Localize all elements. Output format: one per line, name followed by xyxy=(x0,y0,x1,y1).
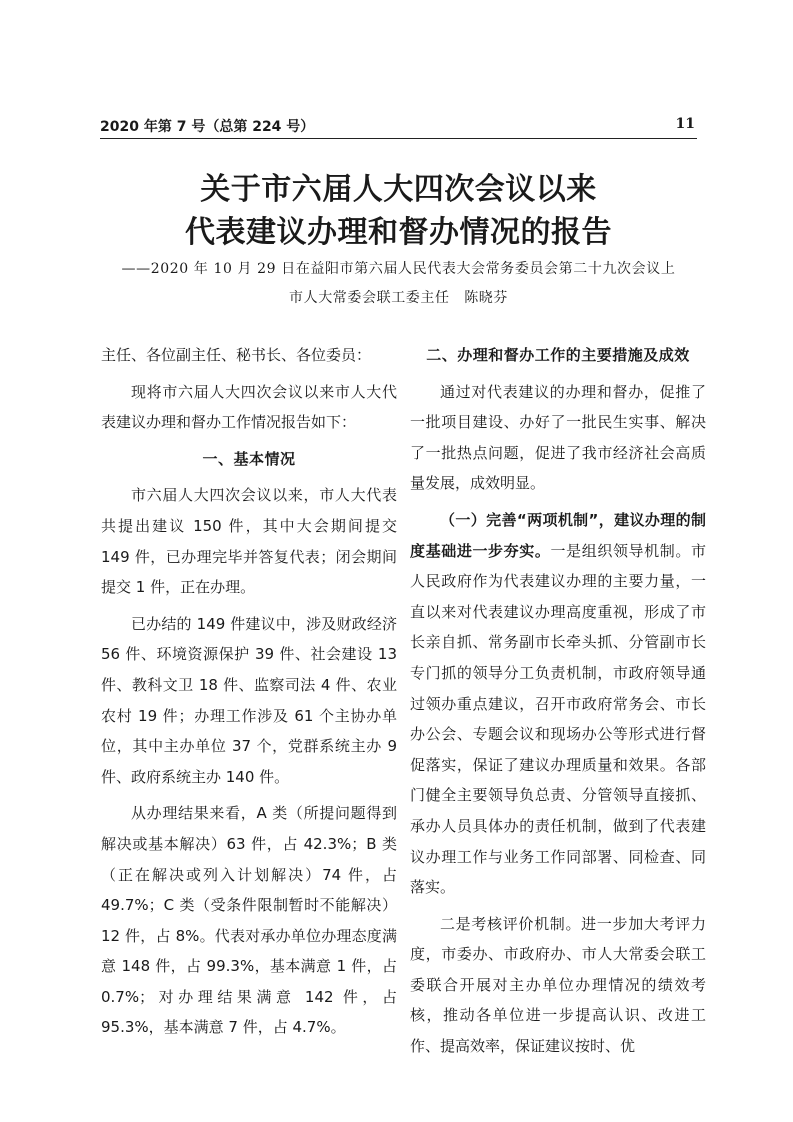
paragraph-results: 从办理结果来看，A 类（所提问题得到解决或基本解决）63 件，占 42.3%；B 类（正在解决或列入计划解决）74 件，占 49.7%；C 类（受条件限制暂时不能解决）12 件，占 8%。代表对承办单位办理态度满意 148 件，占 99.3%，基本满意 1 件，占 0.7%；对办理结果满意 142 件，占 95.3%，基本满意 7 件，占 4.7%。 xyxy=(101,804,397,1037)
paragraph-effects: 通过对代表建议的办理和督办，促推了一批项目建设、办好了一批民生实事、解决了一批热点问题，促进了我市经济社会高质量发展，成效明显。 xyxy=(410,382,706,493)
section-heading-measures: 二、办理和督办工作的主要措施及成效 xyxy=(426,346,690,364)
issue-number: 2020 年第 7 号（总第 224 号） xyxy=(100,119,315,135)
intro-paragraph: 现将市六届人大四次会议以来市人大代表建议办理和督办工作情况报告如下： xyxy=(101,382,397,432)
paragraph-evaluation: 二是考核评价机制。进一步加大考评力度，市委办、市政府办、市人大常委会联工委联合开展对主办单位办理情况的绩效考核，推动各单位进一步提高认识、改进工作、提高效率，保证建议按时、优 xyxy=(410,914,706,1056)
subsection-text: 一是组织领导机制。市人民政府作为代表建议办理的主要力量，一直以来对代表建议办理高度重视，形成了市长亲自抓、常务副市长牵头抓、分管副市长专门抓的领导分工负责机制，市政府领导通过领办重点建议，召开市政府常务会、市长办公会、专题会议和现场办公等形式进行督促落实，保证了建议办理质量和效果。各部门健全主要领导负总责、分管领导直接抓、承办人员具体办的责任机制，做到了代表建议办理工作与业务工作同部署、同检查、同落实。 xyxy=(410,541,706,897)
page-header xyxy=(100,116,697,138)
report-occasion: ——2020 年 10 月 29 日在益阳市第六届人民代表大会常务委员会第二十九次会议上 xyxy=(121,261,676,277)
paragraph-proposals-count: 市六届人大四次会议以来，市人大代表共提出建议 150 件，其中大会期间提交 149 件，已办理完毕并答复代表；闭会期间提交 1 件，正在办理。 xyxy=(101,486,397,597)
subsection-heading: （一）完善“两项机制”，建议办理的制度基础进一步夯实。 xyxy=(410,510,706,560)
section-heading-basic: 一、基本情况 xyxy=(202,449,296,468)
right-column xyxy=(410,340,706,1068)
page-number: 11 xyxy=(675,116,695,132)
paragraph-mechanism xyxy=(410,505,706,903)
paragraph-categories: 已办结的 149 件建议中，涉及财政经济 56 件、环境资源保护 39 件、社会建设 13 件、教科文卫 18 件、监察司法 4 件、农业农村 19 件；办理工作涉及 61 个主协办单位，其中主办单位 37 个，党群系统主办 9 件、政府系统主办 140 件。 xyxy=(101,614,397,786)
report-title-line1: 关于市六届人大四次会议以来 xyxy=(200,172,597,207)
left-column xyxy=(101,340,397,1049)
report-author: 市人大常委会联工委主任 陈晓芬 xyxy=(289,290,508,306)
header-rule xyxy=(100,138,697,139)
salutation: 主任、各位副主任、秘书长、各位委员： xyxy=(101,346,372,364)
report-title-line2: 代表建议办理和督办情况的报告 xyxy=(185,215,612,250)
